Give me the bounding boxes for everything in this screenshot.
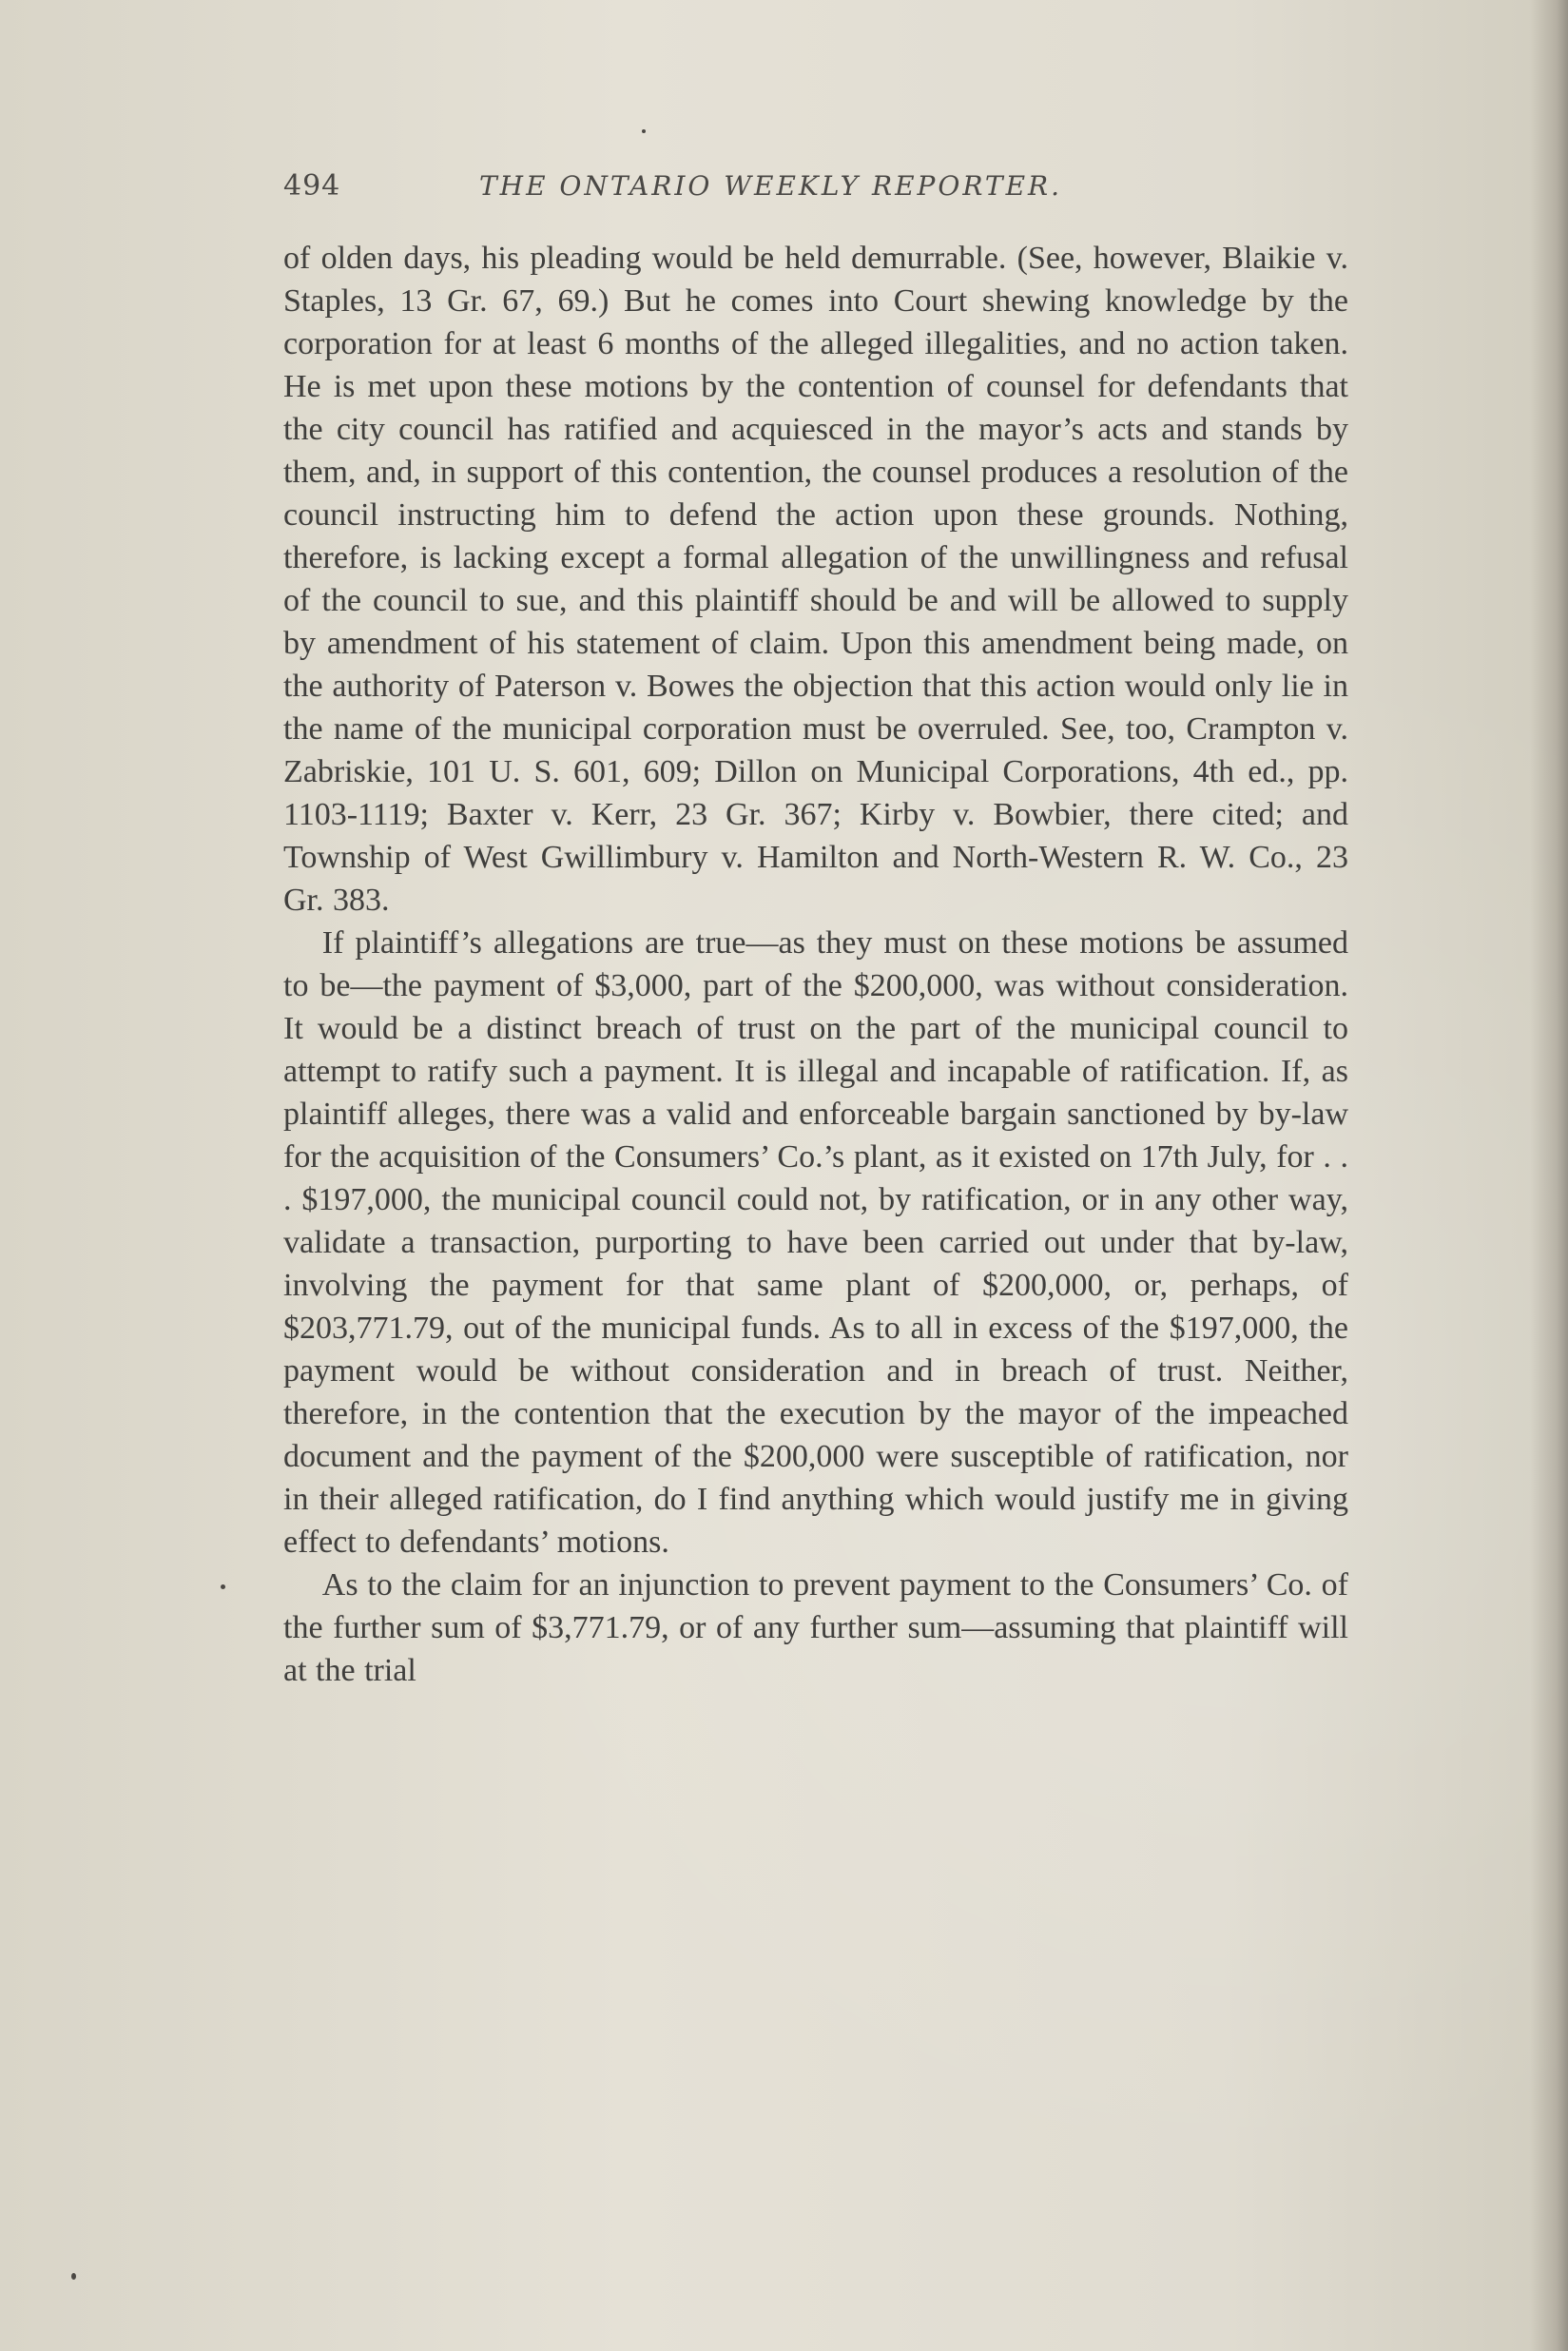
page-binding-shadow bbox=[1530, 0, 1568, 2351]
paragraph-ratification: If plaintiff’s allegations are true—as they must on these motions be assumed to be—the payment of $3,000, part of the $200,000, was without consideration. It would be a distinct breach of trust on the part of the municipal council to attempt to ratify such a payment. It is illegal and incapable of ratification. If, as plaintiff alleges, there was a valid and enforceable bargain sanctioned by by-law for the acquisition of the Consumers’ Co.’s plant, as it existed on 17th July, for . . . $197,000, the municipal council could not, by ratification, or in any other way, validate a transaction, purporting to have been carried out under that by-law, involving the payment for that same plant of $200,000, or, perhaps, of $203,771.79, out of the municipal funds. As to all in excess of the $197,000, the payment would be without consideration and in breach of trust. Neither, therefore, in the contention that the execution by the mayor of the impeached document and the payment of the $200,000 were susceptible of ratification, nor in their alleged ratification, do I find anything which would justify me in giving effect to defendants’ motions. bbox=[283, 925, 1348, 1560]
paper-speck bbox=[642, 129, 646, 133]
running-head bbox=[283, 169, 1348, 203]
paper-speck bbox=[221, 1584, 225, 1589]
paragraph-injunction: As to the claim for an injunction to prevent payment to the Consumers’ Co. of the further sum of $3,771.79, or of any further sum—assuming that plaintiff will at the trial bbox=[283, 1567, 1348, 1688]
body-text bbox=[283, 237, 1348, 1692]
page-number: 494 bbox=[283, 169, 341, 203]
page-content bbox=[283, 169, 1348, 1692]
running-title: THE ONTARIO WEEKLY REPORTER. bbox=[479, 170, 1063, 202]
paper-speck bbox=[71, 2273, 76, 2280]
paragraph-continued: of olden days, his pleading would be held demurrable. (See, however, Blaikie v. Staples, 13 Gr. 67, 69.) But he comes into Court shewing knowledge by the corporation for at least 6 months of the alleged illegalities, and no action taken. He is met upon these motions by the contention of counsel for defendants that the city council has ratified and acquiesced in the mayor’s acts and stands by them, and, in support of this contention, the counsel produces a resolution of the council instructing him to defend the action upon these grounds. Nothing, therefore, is lacking except a formal allegation of the unwillingness and refusal of the council to sue, and this plaintiff should be and will be allowed to supply by amendment of his statement of claim. Upon this amendment being made, on the authority of Paterson v. Bowes the objection that this action would only lie in the name of the municipal corporation must be overruled. See, too, Crampton v. Zabriskie, 101 U. S. 601, 609; Dillon on Municipal Corporations, 4th ed., pp. 1103-1119; Baxter v. Kerr, 23 Gr. 367; Kirby v. Bowbier, there cited; and Township of West Gwillimbury v. Hamilton and North-Western R. W. Co., 23 Gr. 383. bbox=[283, 241, 1348, 918]
